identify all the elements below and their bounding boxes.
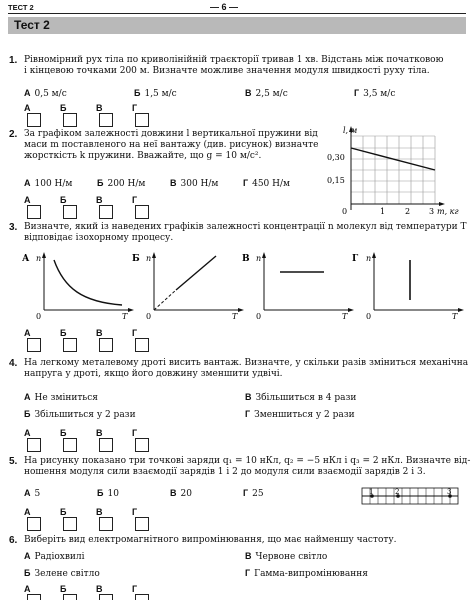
q4-answer-c[interactable]: В bbox=[96, 428, 113, 452]
q2-option-a: А 100 Н/м bbox=[24, 178, 73, 189]
q4-answer-b[interactable]: Б bbox=[60, 428, 77, 452]
q4-answer-d[interactable]: Г bbox=[132, 428, 149, 452]
svg-text:Б: Б bbox=[132, 254, 140, 264]
header-rule bbox=[8, 13, 466, 14]
svg-text:2: 2 bbox=[395, 488, 400, 496]
q6-checkbox-b[interactable] bbox=[63, 594, 77, 600]
q6-option-a: А Радіохвилі bbox=[24, 551, 85, 562]
q5-line: На рисунку показано три точкові заряди q₁ = 10 нКл, q₂ = −5 нКл і q₃ = 2 нКл. Визначте від- bbox=[24, 456, 471, 466]
q4-line: напруга у дроті, якщо його довжину зменшити удвічі. bbox=[24, 369, 283, 379]
q5-answer-b[interactable]: Б bbox=[60, 507, 77, 531]
q5-checkbox-b[interactable] bbox=[63, 517, 77, 531]
q4-option-c: В Збільшиться в 4 рази bbox=[245, 392, 357, 403]
svg-text:T: T bbox=[232, 312, 238, 320]
svg-text:T: T bbox=[122, 312, 128, 320]
q1-option-b: Б 1,5 м/с bbox=[134, 88, 177, 99]
header-left: ТЕСТ 2 bbox=[8, 3, 34, 12]
svg-text:В: В bbox=[242, 254, 250, 264]
q3-checkbox-c[interactable] bbox=[99, 338, 113, 352]
q2-number: 2. bbox=[9, 129, 18, 140]
q2-x-label: m, кг bbox=[437, 207, 459, 216]
q1-answer-a[interactable]: А bbox=[24, 103, 41, 127]
q4-option-a: А Не зміниться bbox=[24, 392, 98, 403]
title-bar bbox=[8, 17, 466, 34]
q4-answer-a[interactable]: А bbox=[24, 428, 41, 452]
q2-graph bbox=[325, 122, 470, 222]
q2-option-c: В 300 Н/м bbox=[170, 178, 219, 189]
q3-graph-d bbox=[352, 250, 470, 320]
q6-answer-d[interactable]: Г bbox=[132, 584, 149, 600]
q1-answer-c[interactable]: В bbox=[96, 103, 113, 127]
svg-text:0: 0 bbox=[366, 312, 372, 320]
q4-checkbox-b[interactable] bbox=[63, 438, 77, 452]
q4-checkbox-c[interactable] bbox=[99, 438, 113, 452]
q4-number: 4. bbox=[9, 358, 18, 369]
q2-line: жорсткість k пружини. Вважайте, що g = 10 м/с². bbox=[24, 151, 262, 161]
page-number: — 6 — bbox=[210, 2, 239, 12]
q5-answer-a[interactable]: А bbox=[24, 507, 41, 531]
q2-x-tick: 2 bbox=[405, 207, 411, 216]
svg-text:n: n bbox=[366, 254, 372, 263]
q2-answer-d[interactable]: Г bbox=[132, 195, 149, 219]
q3-line: відповідає ізохорному процесу. bbox=[24, 233, 174, 243]
q2-y-tick: 0 bbox=[342, 207, 348, 216]
svg-text:0: 0 bbox=[256, 312, 262, 320]
q2-answer-a[interactable]: А bbox=[24, 195, 41, 219]
q1-option-a: А 0,5 м/с bbox=[24, 88, 67, 99]
q2-y-label: l, м bbox=[343, 126, 358, 135]
q2-graph-grid bbox=[351, 136, 435, 204]
svg-text:0: 0 bbox=[36, 312, 42, 320]
q1-checkbox-d[interactable] bbox=[135, 113, 149, 127]
q5-charges-diagram bbox=[360, 484, 464, 508]
q5-line: ношення модуля сили взаємодії зарядів 1 і 2 до модуля сили взаємодії зарядів 2 і 3. bbox=[24, 467, 426, 477]
q1-number: 1. bbox=[9, 55, 18, 66]
q3-a-curve bbox=[54, 260, 122, 305]
q2-x-tick: 3 bbox=[429, 207, 435, 216]
q6-text bbox=[24, 535, 397, 546]
q6-answer-b[interactable]: Б bbox=[60, 584, 77, 600]
q2-y-tick: 0,15 bbox=[327, 176, 345, 185]
q4-option-d: Г Зменшиться у 2 рази bbox=[245, 409, 355, 420]
q4-checkbox-a[interactable] bbox=[27, 438, 41, 452]
test-title: Тест 2 bbox=[14, 18, 50, 32]
q3-text bbox=[24, 222, 467, 244]
q3-graph-c bbox=[242, 250, 360, 320]
q5-option-d: Г 25 bbox=[243, 488, 264, 499]
q3-b-dashed bbox=[154, 290, 176, 310]
q5-checkbox-c[interactable] bbox=[99, 517, 113, 531]
q5-option-a: А 5 bbox=[24, 488, 41, 499]
q6-checkbox-c[interactable] bbox=[99, 594, 113, 600]
q6-answer-c[interactable]: В bbox=[96, 584, 113, 600]
q1-answer-d[interactable]: Г bbox=[132, 103, 149, 127]
q6-option-b: Б Зелене світло bbox=[24, 568, 100, 579]
q2-checkbox-d[interactable] bbox=[135, 205, 149, 219]
q6-answer-a[interactable]: А bbox=[24, 584, 41, 600]
q3-b-line bbox=[176, 256, 216, 290]
q2-y-tick: 0,30 bbox=[327, 153, 345, 162]
q2-checkbox-b[interactable] bbox=[63, 205, 77, 219]
q5-option-b: Б 10 bbox=[97, 488, 119, 499]
q2-option-b: Б 200 Н/м bbox=[97, 178, 146, 189]
q1-line: Рівномірний рух тіла по криволінійній траєкторії тривав 1 хв. Відстань між початковою bbox=[24, 55, 444, 65]
q5-answer-d[interactable]: Г bbox=[132, 507, 149, 531]
q3-answer-a[interactable]: А bbox=[24, 328, 41, 352]
q3-checkbox-b[interactable] bbox=[63, 338, 77, 352]
q5-checkbox-d[interactable] bbox=[135, 517, 149, 531]
q1-option-c: В 2,5 м/с bbox=[245, 88, 288, 99]
svg-text:n: n bbox=[36, 254, 42, 263]
q2-text bbox=[24, 129, 318, 162]
q5-option-c: В 20 bbox=[170, 488, 192, 499]
q6-number: 6. bbox=[9, 535, 18, 546]
q1-line: і кінцевою точками 200 м. Визначте можливе значення модуля швидкості руху тіла. bbox=[24, 66, 430, 76]
q6-option-d: Г Гамма-випромінювання bbox=[245, 568, 368, 579]
q6-option-c: В Червоне світло bbox=[245, 551, 328, 562]
q5-number: 5. bbox=[9, 456, 18, 467]
q1-checkbox-b[interactable] bbox=[63, 113, 77, 127]
q4-line: На легкому металевому дроті висить вантаж. Визначте, у скільки разів зміниться механічна bbox=[24, 358, 469, 368]
q2-answer-c[interactable]: В bbox=[96, 195, 113, 219]
q6-checkbox-a[interactable] bbox=[27, 594, 41, 600]
q2-line: маси m поставленого на неї вантажу (див. рисунок) визначте bbox=[24, 140, 319, 150]
q3-checkbox-d[interactable] bbox=[135, 338, 149, 352]
q6-checkbox-d[interactable] bbox=[135, 594, 149, 600]
q1-answer-b[interactable]: Б bbox=[60, 103, 77, 127]
q3-number: 3. bbox=[9, 222, 18, 233]
q3-checkbox-a[interactable] bbox=[27, 338, 41, 352]
q3-graph-b bbox=[132, 250, 250, 320]
q2-line: За графіком залежності довжини l вертикальної пружини від bbox=[24, 129, 318, 139]
q1-text bbox=[24, 55, 443, 77]
q3-line: Визначте, який із наведених графіків залежності концентрації n молекул від температури T bbox=[24, 222, 467, 232]
q2-checkbox-a[interactable] bbox=[27, 205, 41, 219]
q4-checkbox-d[interactable] bbox=[135, 438, 149, 452]
q1-checkbox-c[interactable] bbox=[99, 113, 113, 127]
svg-text:n: n bbox=[146, 254, 152, 263]
svg-text:Г: Г bbox=[352, 254, 359, 264]
q5-text bbox=[24, 456, 470, 478]
svg-text:T: T bbox=[452, 312, 458, 320]
svg-text:T: T bbox=[342, 312, 348, 320]
q3-answer-d[interactable]: Г bbox=[132, 328, 149, 352]
q4-text bbox=[24, 358, 468, 380]
q3-answer-c[interactable]: В bbox=[96, 328, 113, 352]
svg-text:А: А bbox=[22, 254, 30, 264]
svg-text:n: n bbox=[256, 254, 262, 263]
q2-x-tick: 1 bbox=[380, 207, 386, 216]
svg-text:3: 3 bbox=[447, 488, 452, 496]
q2-option-d: Г 450 Н/м bbox=[243, 178, 291, 189]
q3-graph-a bbox=[22, 250, 140, 320]
q5-answer-c[interactable]: В bbox=[96, 507, 113, 531]
svg-text:0: 0 bbox=[146, 312, 152, 320]
svg-text:1: 1 bbox=[369, 488, 374, 496]
q2-checkbox-c[interactable] bbox=[99, 205, 113, 219]
q1-checkbox-a[interactable] bbox=[27, 113, 41, 127]
q3-answer-b[interactable]: Б bbox=[60, 328, 77, 352]
q5-checkbox-a[interactable] bbox=[27, 517, 41, 531]
q6-line: Виберіть вид електромагнітного випромінювання, що має найменшу частоту. bbox=[24, 535, 397, 545]
q1-option-d: Г 3,5 м/с bbox=[354, 88, 396, 99]
q4-option-b: Б Збільшиться у 2 рази bbox=[24, 409, 136, 420]
q2-answer-b[interactable]: Б bbox=[60, 195, 77, 219]
